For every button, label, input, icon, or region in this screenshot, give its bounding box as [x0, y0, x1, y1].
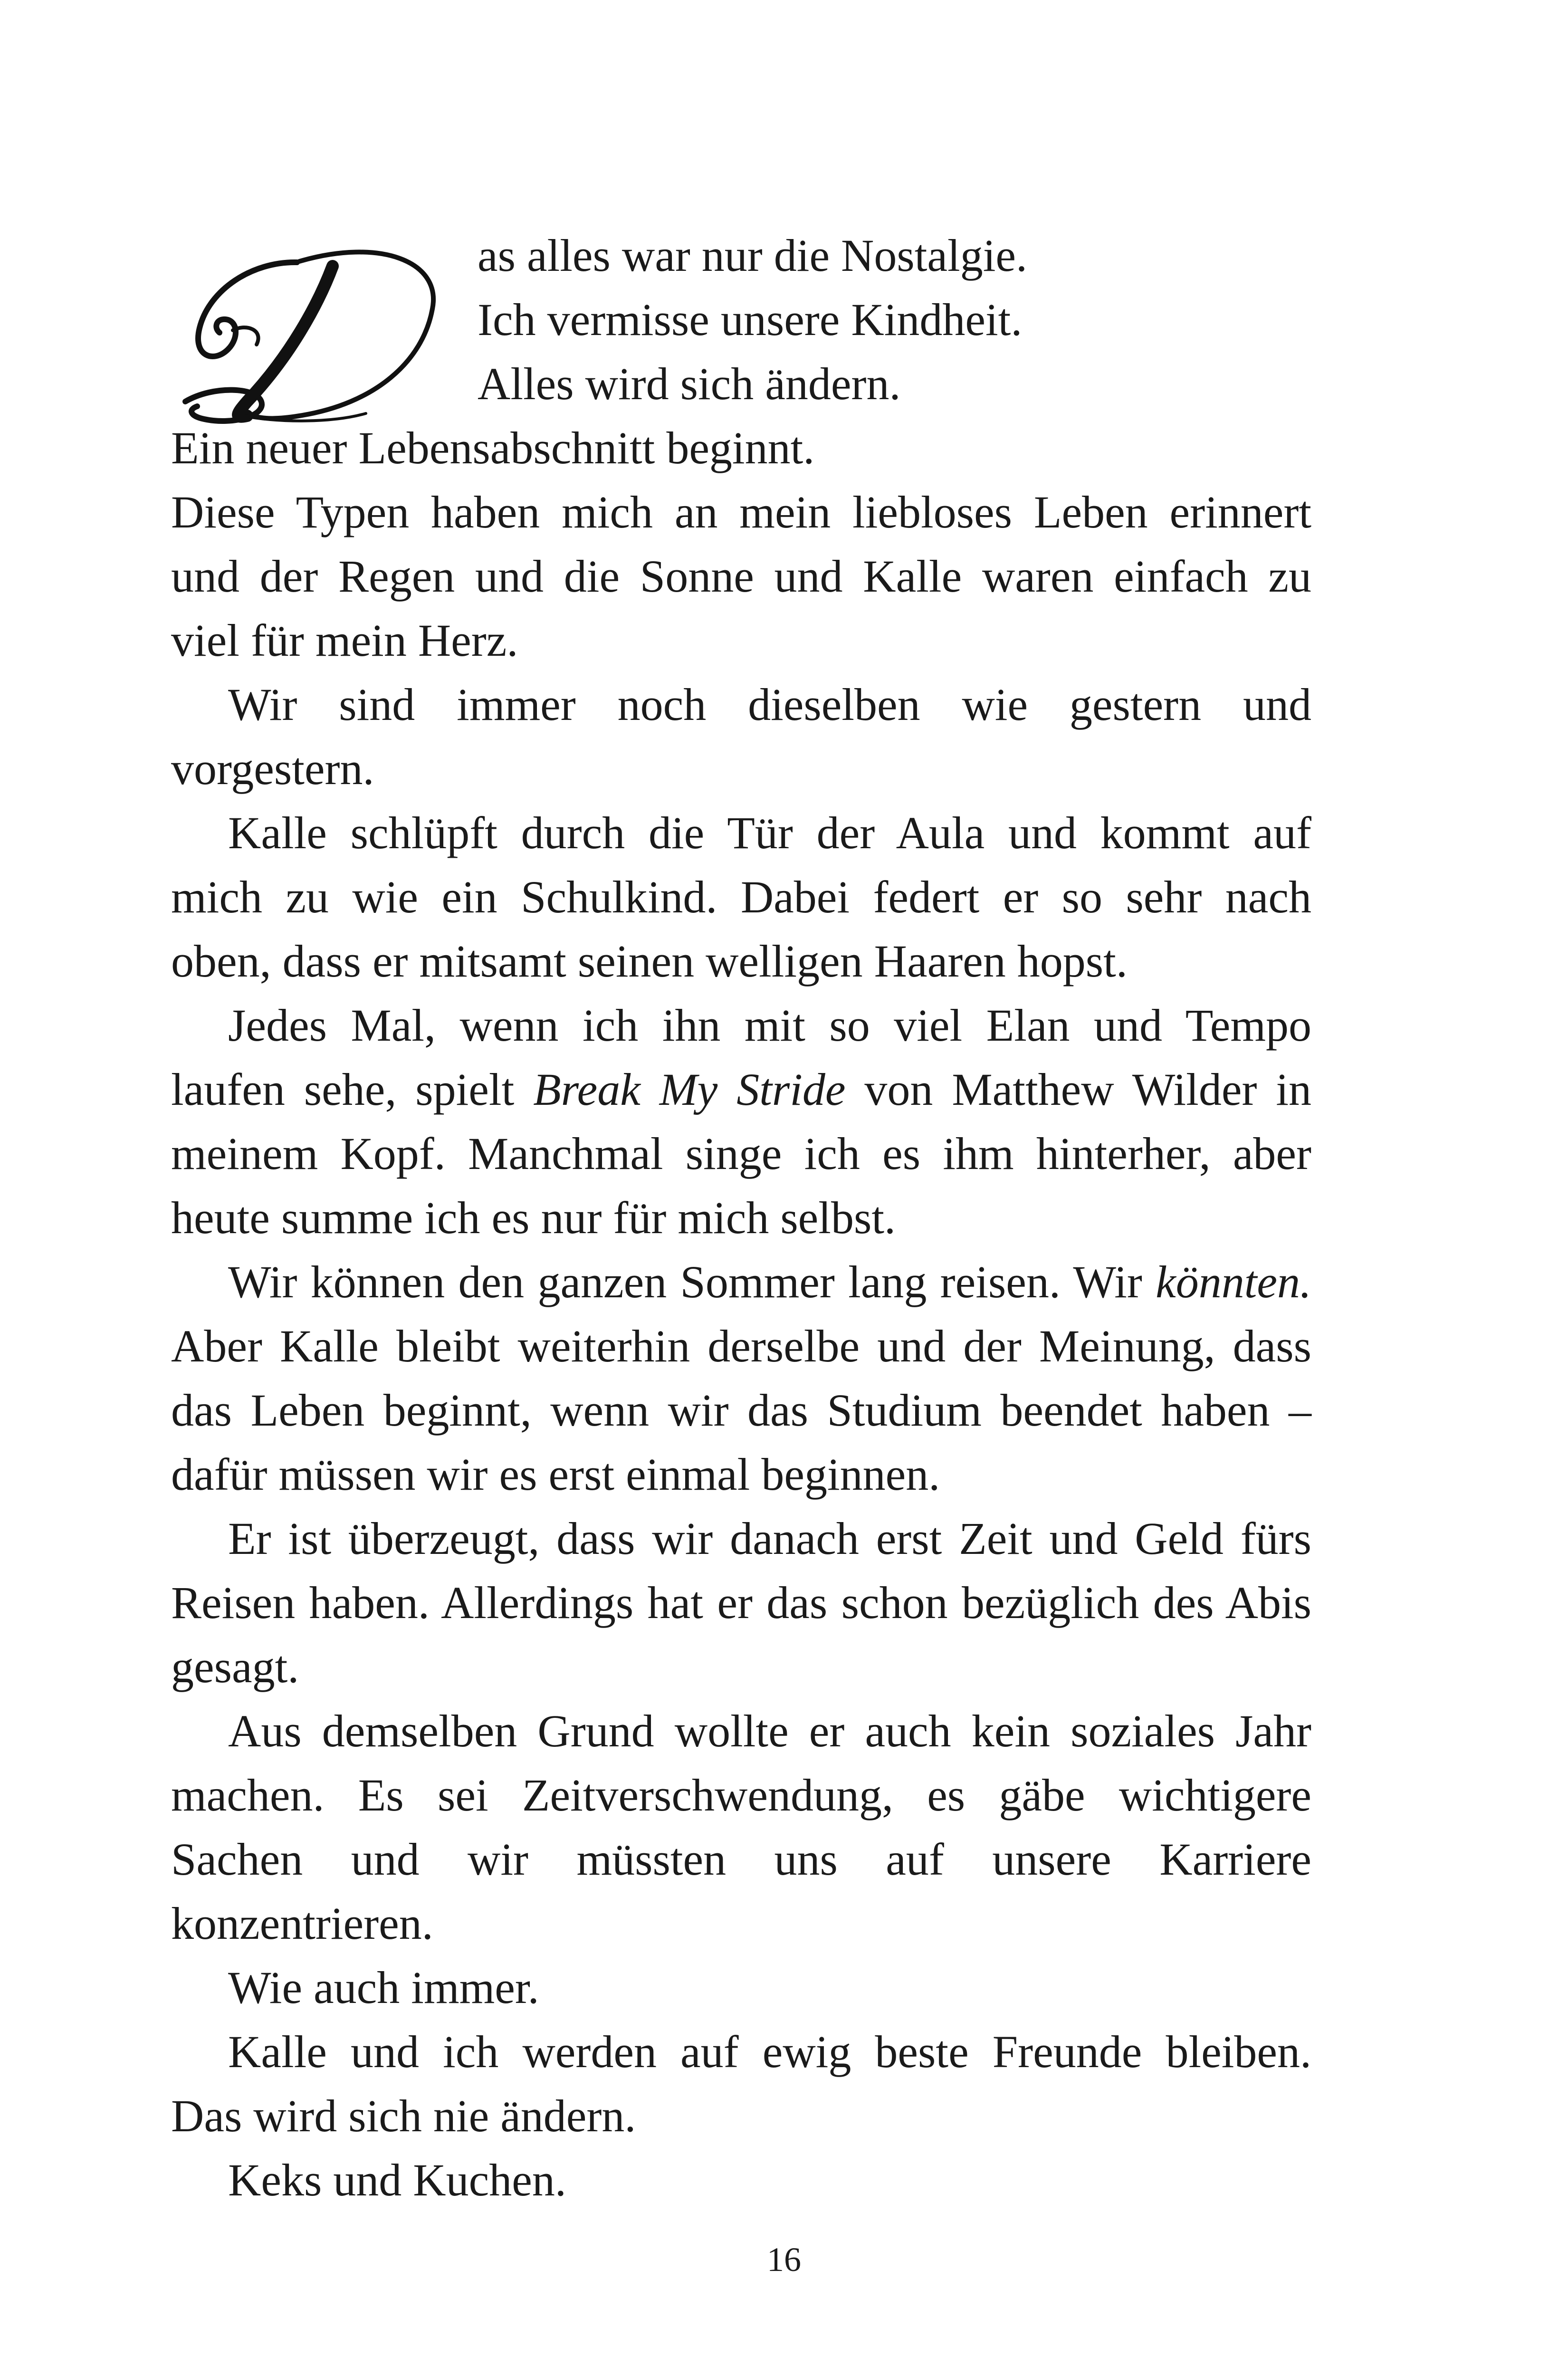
body-text [171, 223, 1311, 2212]
paragraph [171, 2148, 1311, 2212]
paragraph [171, 1955, 1311, 2020]
paragraph [171, 1699, 1311, 1955]
paragraph-line: Kalle schlüpft durch die Tür der Aula und kommt auf [228, 807, 1311, 858]
intro-line: Alles wird sich ändern. [478, 358, 901, 409]
paragraph-line: heute summe ich es nur für mich selbst. [171, 1192, 896, 1243]
paragraph [171, 1250, 1311, 1506]
paragraph [171, 1506, 1311, 1699]
paragraph [171, 801, 1311, 993]
dropcap-lines [478, 223, 1311, 416]
paragraph-line: Jedes Mal, wenn ich ihn mit so viel Elan und Tempo [228, 1000, 1311, 1051]
paragraph-line: oben, dass er mitsamt seinen welligen Haaren hopst. [171, 936, 1128, 987]
paragraph-line: Wir können den ganzen Sommer lang reisen. Wir könnten. [228, 1256, 1311, 1307]
italic-text: Break My Stride [533, 1064, 846, 1115]
paragraph-line: Kalle und ich werden auf ewig beste Freunde bleiben. [228, 2026, 1311, 2077]
dropcap-swash-d [176, 233, 466, 437]
paragraph-line: gesagt. [171, 1641, 299, 1692]
paragraph-line: und der Regen und die Sonne und Kalle waren einfach zu [171, 551, 1311, 602]
paragraphs [171, 416, 1311, 2212]
paragraph-line: dafür müssen wir es erst einmal beginnen. [171, 1449, 940, 1500]
paragraph-line: mich zu wie ein Schulkind. Dabei federt er so sehr nach [171, 872, 1311, 922]
paragraph [171, 2020, 1311, 2148]
paragraph-line: das Leben beginnt, wenn wir das Studium beendet haben – [171, 1385, 1311, 1436]
italic-text: könnten. [1156, 1256, 1311, 1307]
paragraph-line: Ein neuer Lebensabschnitt beginnt. [171, 422, 815, 473]
paragraph [171, 993, 1311, 1250]
paragraph-line: Er ist überzeugt, dass wir danach erst Zeit und Geld fürs [228, 1513, 1311, 1564]
paragraph-line: Aber Kalle bleibt weiterhin derselbe und der Meinung, dass [171, 1321, 1311, 1371]
paragraph-line: vorgestern. [171, 743, 374, 794]
paragraph-line: Sachen und wir müssten uns auf unsere Karriere [171, 1834, 1311, 1885]
paragraph-line: konzentrieren. [171, 1898, 433, 1949]
paragraph-line: laufen sehe, spielt Break My Stride von Matthew Wilder in [171, 1064, 1311, 1115]
paragraph [171, 672, 1311, 801]
paragraph-line: Wir sind immer noch dieselben wie gestern und [228, 679, 1311, 730]
paragraph-line: Diese Typen haben mich an mein liebloses Leben erinnert [171, 487, 1311, 537]
paragraph-line: Reisen haben. Allerdings hat er das schon bezüglich des Abis [171, 1577, 1311, 1628]
paragraph-line: machen. Es sei Zeitverschwendung, es gäbe wichtigere [171, 1770, 1311, 1820]
paragraph-line: meinem Kopf. Manchmal singe ich es ihm hinterher, aber [171, 1128, 1311, 1179]
chapter-opening [171, 223, 1311, 416]
page-number: 16 [767, 2241, 801, 2279]
paragraph-line: viel für mein Herz. [171, 615, 518, 666]
paragraph [171, 480, 1311, 672]
paragraph-line: Das wird sich nie ändern. [171, 2090, 636, 2141]
intro-line: Ich vermisse unsere Kindheit. [478, 294, 1023, 345]
paragraph-line: Wie auch immer. [228, 1962, 539, 2013]
intro-line: as alles war nur die Nostalgie. [478, 230, 1027, 281]
decorative-dropcap-letter [176, 233, 466, 437]
paragraph-line: Aus demselben Grund wollte er auch kein soziales Jahr [228, 1705, 1311, 1756]
paragraph-line: Keks und Kuchen. [228, 2155, 566, 2205]
